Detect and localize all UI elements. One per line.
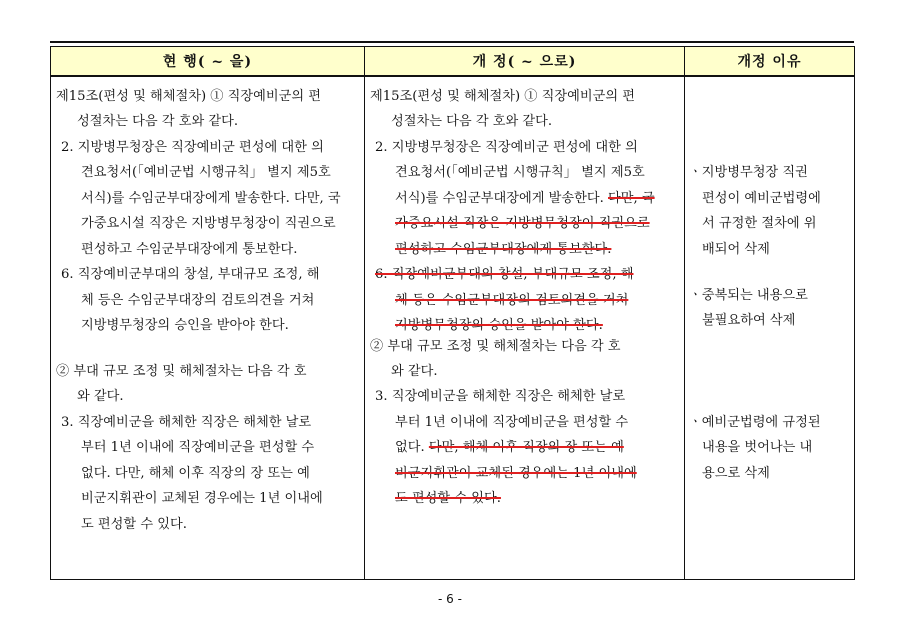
deleted-text: 편성하고 수임군부대장에게 통보한다. [395,242,612,257]
current-line: 3. 직장예비군을 해체한 직장은 해체한 날로 [61,415,312,430]
deleted-text: 가중요시설 직장은 지방병무청장이 직권으로 [395,216,650,231]
current-line: 견요청서(「예비군법 시행규칙」 별지 제5호 [81,165,331,180]
header-current: 현 행( ~ 을) [51,47,365,77]
current-line: 2. 지방병무청장은 직장예비군 편성에 대한 의 [61,140,324,155]
reason-line: 용으로 삭제 [702,466,770,481]
reason-line: 서 규정한 절차에 위 [702,216,817,231]
reason-line: 불필요하여 삭제 [702,313,796,328]
reason-line: 편성이 예비군법령에 [702,191,821,206]
current-line: 없다. 다만, 해체 이후 직장의 장 또는 예 [81,466,310,481]
reason-line: 배되어 삭제 [702,242,770,257]
reason-line: ㆍ지방병무청장 직권 [689,165,808,180]
deleted-text: 비군지휘관이 교체된 경우에는 1년 이내에 [395,466,637,481]
current-line: 체 등은 수임군부대장의 검토의견을 거쳐 [81,293,315,308]
current-line: 제15조(편성 및 해체절차) ① 직장예비군의 편 [56,89,322,104]
current-line: 지방병무청장의 승인을 받아야 한다. [81,318,289,333]
deleted-text: 체 등은 수임군부대장의 검토의견을 거쳐 [395,293,629,308]
body-row [51,76,855,580]
current-line: 성절차는 다음 각 호와 같다. [77,114,239,129]
revised-line: 성절차는 다음 각 호와 같다. [391,114,553,129]
deleted-text: 도 편성할 수 있다. [395,491,501,506]
revised-line: ② 부대 규모 조정 및 해체절차는 다음 각 호 [370,339,621,354]
current-line: 6. 직장예비군부대의 창설, 부대규모 조정, 해 [61,267,320,282]
current-line: 비군지휘관이 교체된 경우에는 1년 이내에 [81,491,323,506]
current-line: 와 같다. [77,389,124,404]
revision-comparison-table [50,46,855,580]
reason-text-cell [685,76,855,580]
current-line: 편성하고 수임군부대장에게 통보한다. [81,242,298,257]
revised-line: 2. 지방병무청장은 직장예비군 편성에 대한 의 [375,140,638,155]
deleted-text: 다만, 해체 이후 직장의 장 또는 예 [428,440,624,455]
current-line: 부터 1년 이내에 직장예비군을 편성할 수 [81,440,315,455]
revised-line [395,189,655,209]
revised-line: 견요청서(「예비군법 시행규칙」 별지 제5호 [395,165,645,180]
top-rule [50,41,854,43]
revised-line: 제15조(편성 및 해체절차) ① 직장예비군의 편 [370,89,636,104]
reason-line: ㆍ예비군법령에 규정된 [689,415,821,430]
revised-text-kept: 없다. [395,440,425,455]
revised-line [395,438,624,458]
reason-line: 내용을 벗어나는 내 [702,440,813,455]
deleted-text: 6. 직장예비군부대의 창설, 부대규모 조정, 해 [375,267,634,282]
current-text-cell [51,76,365,580]
revised-line: 3. 직장예비군을 해체한 직장은 해체한 날로 [375,389,626,404]
header-reason: 개정 이유 [685,47,855,77]
page-number: - 6 - [438,592,462,606]
revised-line: 와 같다. [391,364,438,379]
current-line: ② 부대 규모 조정 및 해체절차는 다음 각 호 [56,364,307,379]
revised-text-cell [365,76,685,580]
current-line: 서식)를 수임군부대장에게 발송한다. 다만, 국 [81,191,341,206]
header-revised: 개 정( ~ 으로) [365,47,685,77]
deleted-text: 지방병무청장의 승인을 받아야 한다. [395,318,603,333]
reason-line: ㆍ중복되는 내용으로 [689,288,808,303]
header-row [51,47,855,77]
current-line: 가중요시설 직장은 지방병무청장이 직권으로 [81,216,336,231]
deleted-text: 다만, 국 [608,191,655,206]
revised-line: 부터 1년 이내에 직장예비군을 편성할 수 [395,415,629,430]
current-line: 도 편성할 수 있다. [81,517,187,532]
revised-text-kept: 서식)를 수임군부대장에게 발송한다. [395,191,604,206]
